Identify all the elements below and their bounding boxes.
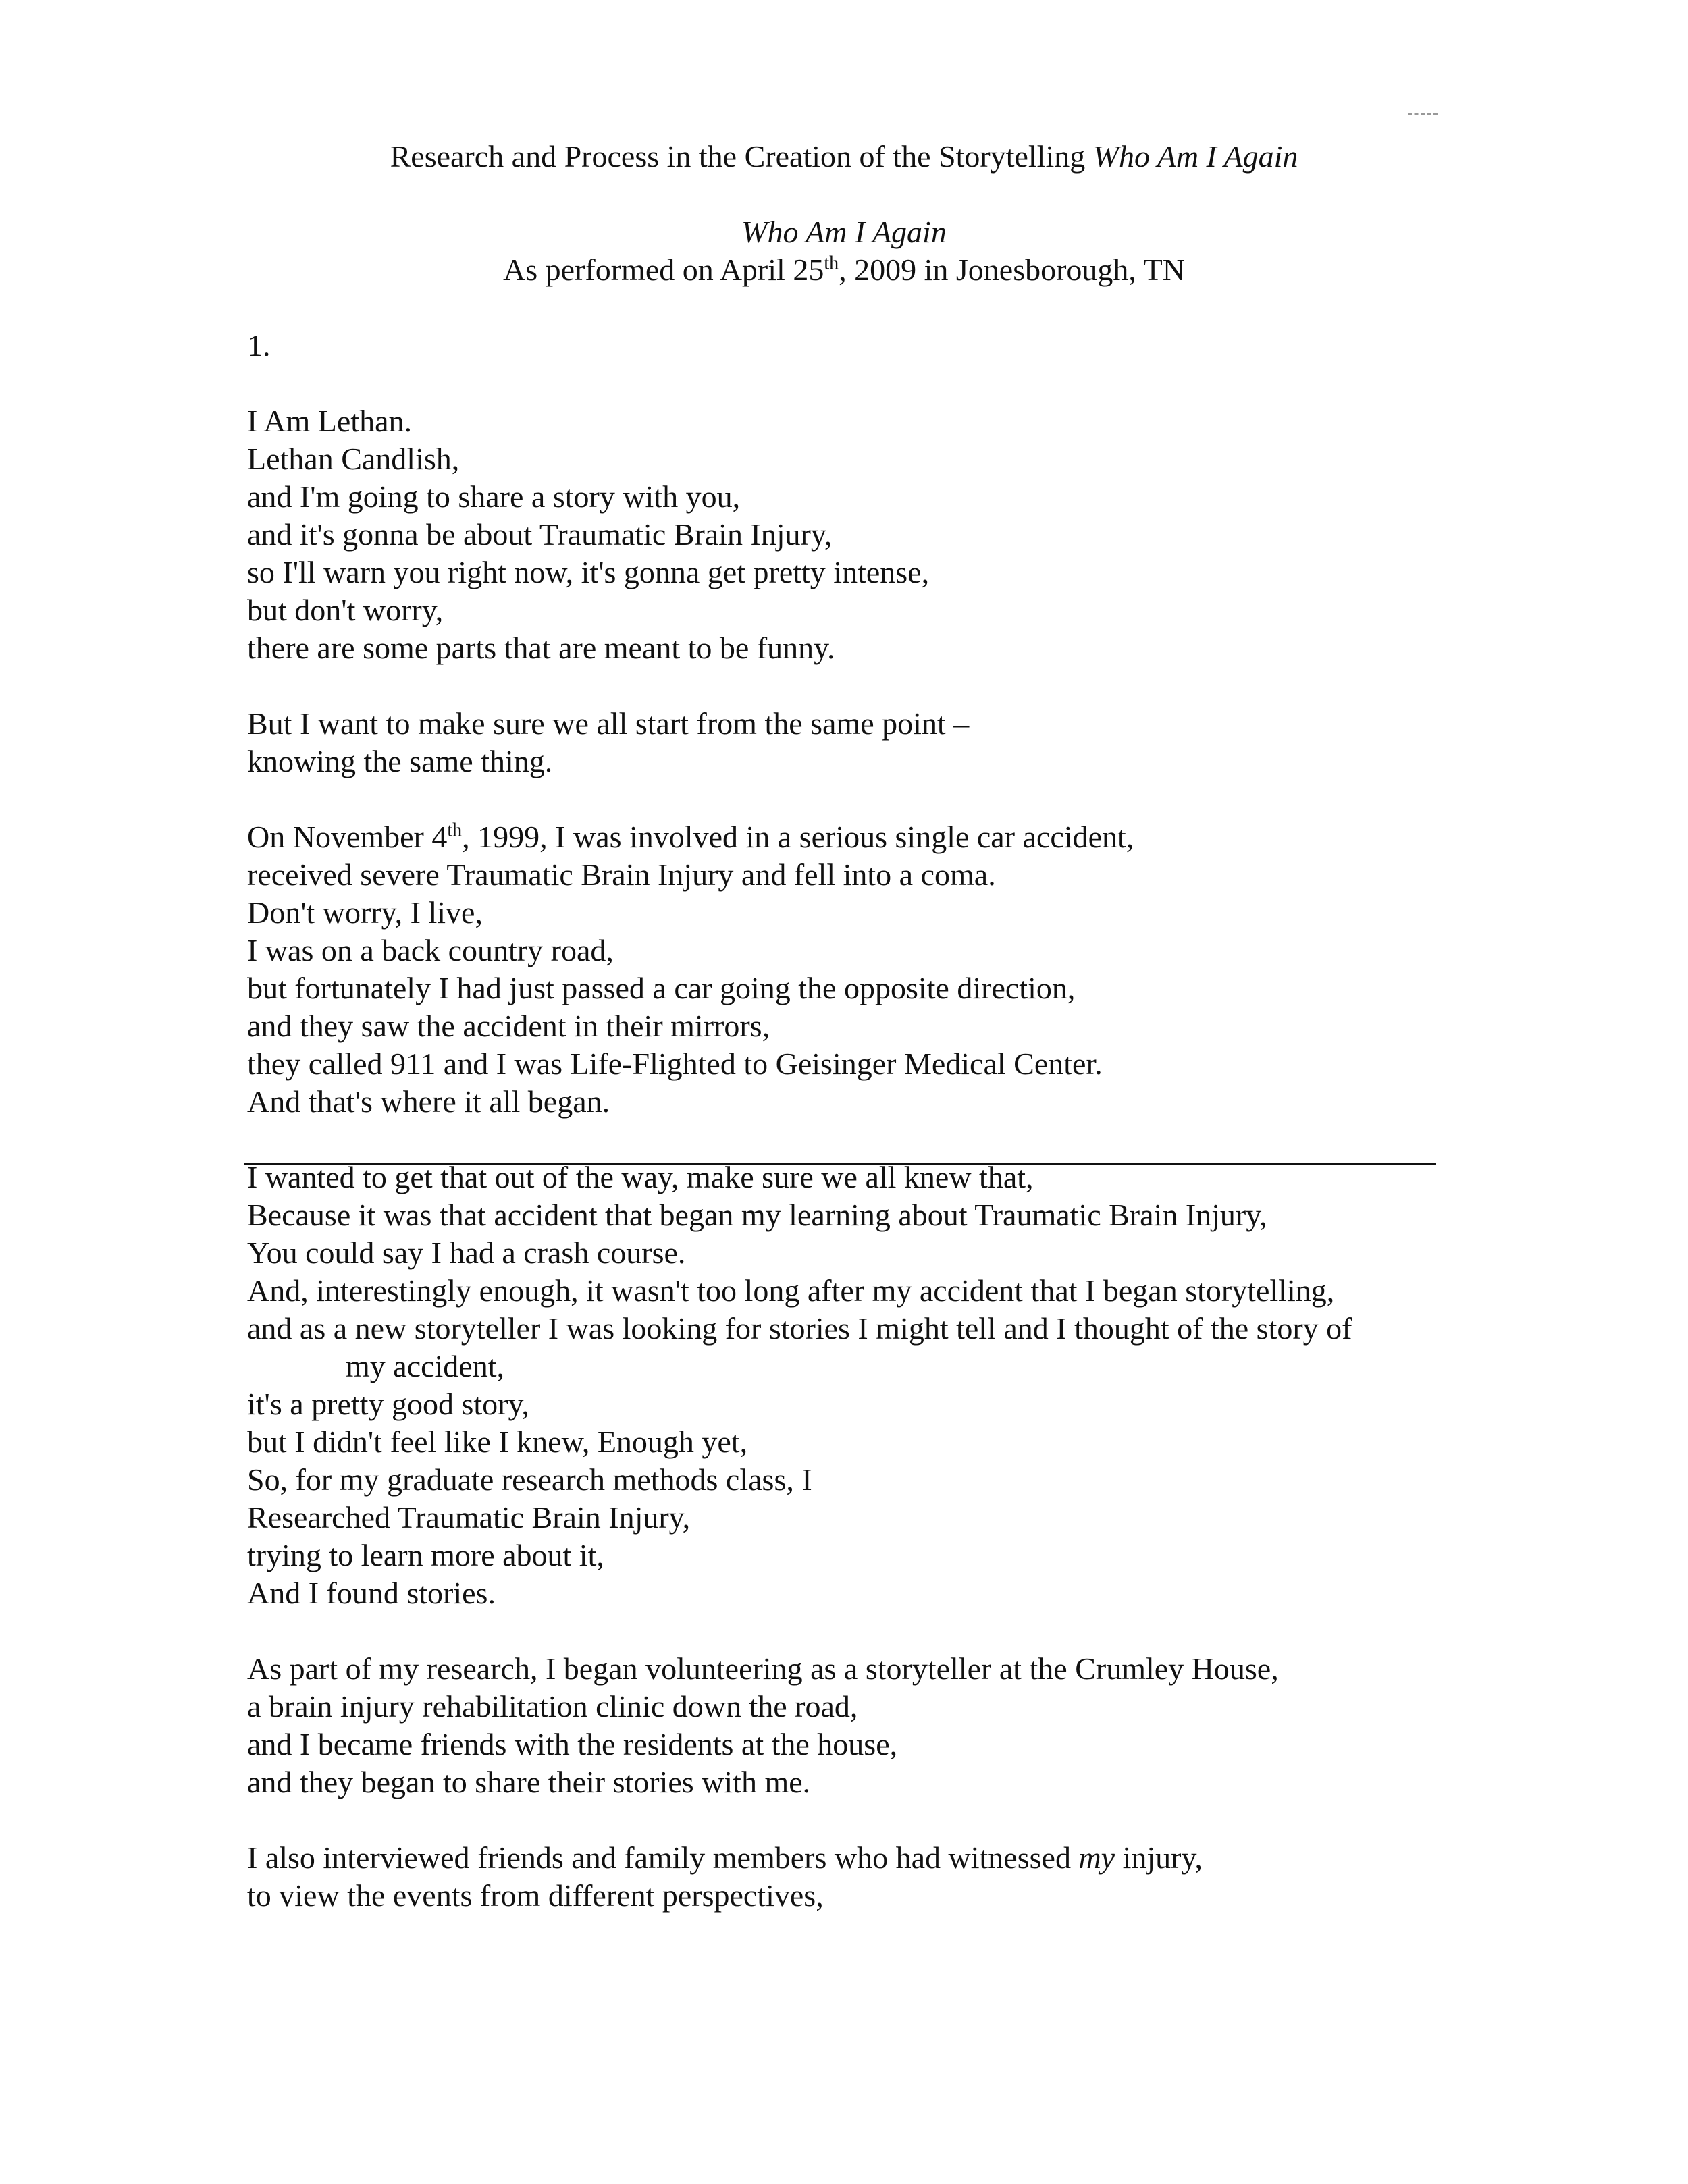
text-line: so I'll warn you right now, it's gonna get pretty intense, (247, 555, 930, 589)
paragraph-intro (247, 402, 1462, 667)
paragraph-interviews (247, 1839, 1462, 1915)
section-number (247, 327, 1462, 365)
text-line: and they began to share their stories with me. (247, 1765, 811, 1799)
performance-date-prefix: As performed on April 25 (503, 252, 824, 287)
text-line: received severe Traumatic Brain Injury and fell into a coma. (247, 857, 996, 892)
text-line: and I'm going to share a story with you, (247, 479, 741, 514)
accident-date-suffix: , 1999, I was involved in a serious single car accident, (462, 820, 1134, 854)
paragraph-crumley-house (247, 1650, 1462, 1801)
text-line: Lethan Candlish, (247, 442, 460, 476)
text-line: Don't worry, I live, (247, 895, 483, 930)
text-line: but fortunately I had just passed a car going the opposite direction, (247, 971, 1076, 1005)
text-line: knowing the same thing. (247, 744, 553, 778)
text-line: they called 911 and I was Life-Flighted to Geisinger Medical Center. (247, 1046, 1103, 1081)
corner-mark (1408, 113, 1438, 115)
text-line: to view the events from different perspectives, (247, 1878, 824, 1913)
interview-prefix: I also interviewed friends and family members who had witnessed (247, 1840, 1079, 1875)
performance-title (0, 213, 1688, 251)
section-number-text: 1. (247, 328, 271, 363)
text-line: and they saw the accident in their mirrors, (247, 1009, 770, 1043)
text-line: Researched Traumatic Brain Injury, (247, 1500, 691, 1535)
text-line: I Am Lethan. (247, 404, 412, 438)
paragraph-research (247, 1158, 1462, 1612)
text-line: but don't worry, (247, 593, 444, 627)
text-line: and I became friends with the residents at the house, (247, 1727, 898, 1761)
text-line: Because it was that accident that began my learning about Traumatic Brain Injury, (247, 1198, 1267, 1232)
performance-date-sup: th (824, 252, 839, 274)
text-line: And I found stories. (247, 1576, 496, 1610)
text-line: As part of my research, I began volunteering as a storyteller at the Crumley House, (247, 1651, 1279, 1686)
interview-suffix: injury, (1115, 1840, 1203, 1875)
text-line: but I didn't feel like I knew, Enough yet, (247, 1424, 748, 1459)
text-line: trying to learn more about it, (247, 1538, 604, 1572)
text-line: And, interestingly enough, it wasn't too long after my accident that I began storytelling, (247, 1273, 1335, 1308)
text-line: I wanted to get that out of the way, make sure we all knew that, (247, 1160, 1034, 1194)
performance-title-text: Who Am I Again (741, 215, 947, 249)
document-title-italic: Who Am I Again (1092, 139, 1298, 174)
interview-italic: my (1078, 1840, 1115, 1875)
accident-date-prefix: On November 4 (247, 820, 448, 854)
text-line: it's a pretty good story, (247, 1387, 529, 1421)
text-line-indented: my accident, (346, 1349, 505, 1383)
text-line: and as a new storyteller I was looking for stories I might tell and I thought of the story of (247, 1311, 1352, 1346)
text-line: So, for my graduate research methods class, I (247, 1462, 812, 1497)
text-line (247, 818, 1462, 856)
paragraph-start-point (247, 705, 1462, 780)
accident-date-sup: th (447, 820, 463, 841)
document-title (0, 138, 1688, 176)
paragraph-accident (247, 818, 1462, 1121)
document-title-text: Research and Process in the Creation of the Storytelling (390, 139, 1093, 174)
text-line: and it's gonna be about Traumatic Brain Injury, (247, 517, 833, 552)
text-line (247, 1839, 1462, 1877)
text-line: there are some parts that are meant to be funny. (247, 631, 835, 665)
text-line: I was on a back country road, (247, 933, 614, 967)
performance-date (0, 251, 1688, 289)
text-line: But I want to make sure we all start from the same point – (247, 706, 970, 741)
text-line: You could say I had a crash course. (247, 1235, 686, 1270)
text-line: a brain injury rehabilitation clinic down the road, (247, 1689, 858, 1724)
text-line: And that's where it all began. (247, 1084, 610, 1119)
performance-date-suffix: , 2009 in Jonesborough, TN (839, 252, 1185, 287)
